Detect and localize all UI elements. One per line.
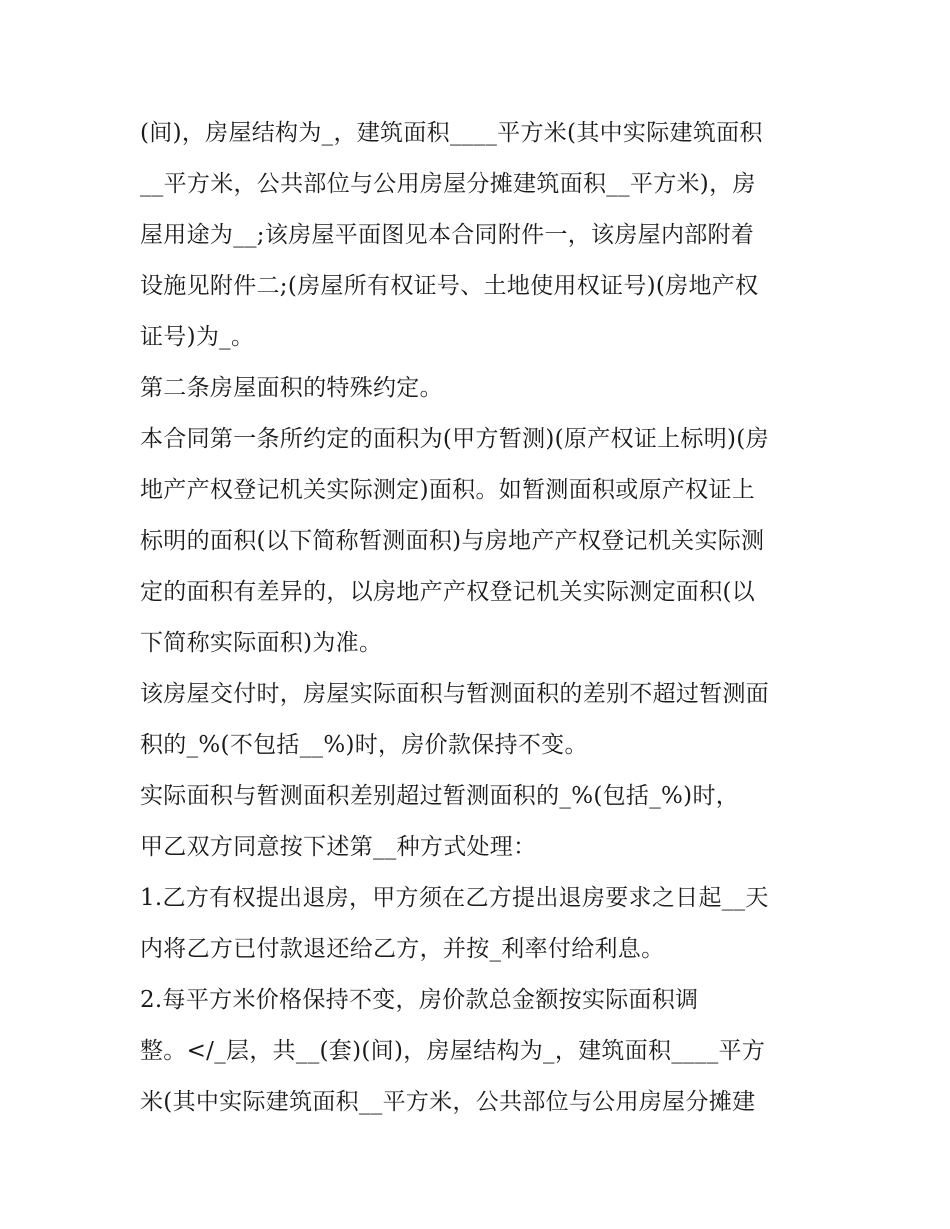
text-line: (间)，房屋结构为_，建筑面积____平方米(其中实际建筑面积 <box>140 120 763 146</box>
text-line: 内将乙方已付款退还给乙方，并按_利率付给利息。 <box>140 936 665 962</box>
text-line: 实际面积与暂测面积差别超过暂测面积的_%(包括_%)时， <box>140 783 740 809</box>
list-item: 2.每平方米价格保持不变，房价款总金额按实际面积调 <box>140 987 699 1013</box>
text-line: 定的面积有差异的，以房地产产权登记机关实际测定面积(以 <box>140 579 756 605</box>
text-line: 证号)为_。 <box>140 324 255 350</box>
section-heading: 第二条房屋面积的特殊约定。 <box>140 375 443 401</box>
text-line: 积的_%(不包括__%)时，房价款保持不变。 <box>140 732 588 758</box>
text-line: 地产产权登记机关实际测定)面积。如暂测面积或原产权证上 <box>140 477 756 503</box>
text-line: 该房屋交付时，房屋实际面积与暂测面积的差别不超过暂测面 <box>140 681 770 707</box>
text-line: 甲乙双方同意按下述第__种方式处理： <box>140 834 537 860</box>
text-line: __平方米，公共部位与公用房屋分摊建筑面积__平方米)，房 <box>140 171 756 197</box>
text-line: 下简称实际面积)为准。 <box>140 630 383 656</box>
text-line: 本合同第一条所约定的面积为(甲方暂测)(原产权证上标明)(房 <box>140 426 769 452</box>
text-line: 整。</_层，共__(套)(间)，房屋结构为_，建筑面积____平方 <box>140 1038 766 1064</box>
document-body <box>140 108 820 1128</box>
list-item: 1.乙方有权提出退房，甲方须在乙方提出退房要求之日起__天 <box>140 885 769 911</box>
text-line: 米(其中实际建筑面积__平方米，公共部位与公用房屋分摊建 <box>140 1089 756 1115</box>
text-line: 屋用途为__;该房屋平面图见本合同附件一，该房屋内部附着 <box>140 222 755 248</box>
text-line: 设施见附件二;(房屋所有权证号、土地使用权证号)(房地产权 <box>140 273 759 299</box>
text-line: 标明的面积(以下简称暂测面积)与房地产产权登记机关实际测 <box>140 528 765 554</box>
